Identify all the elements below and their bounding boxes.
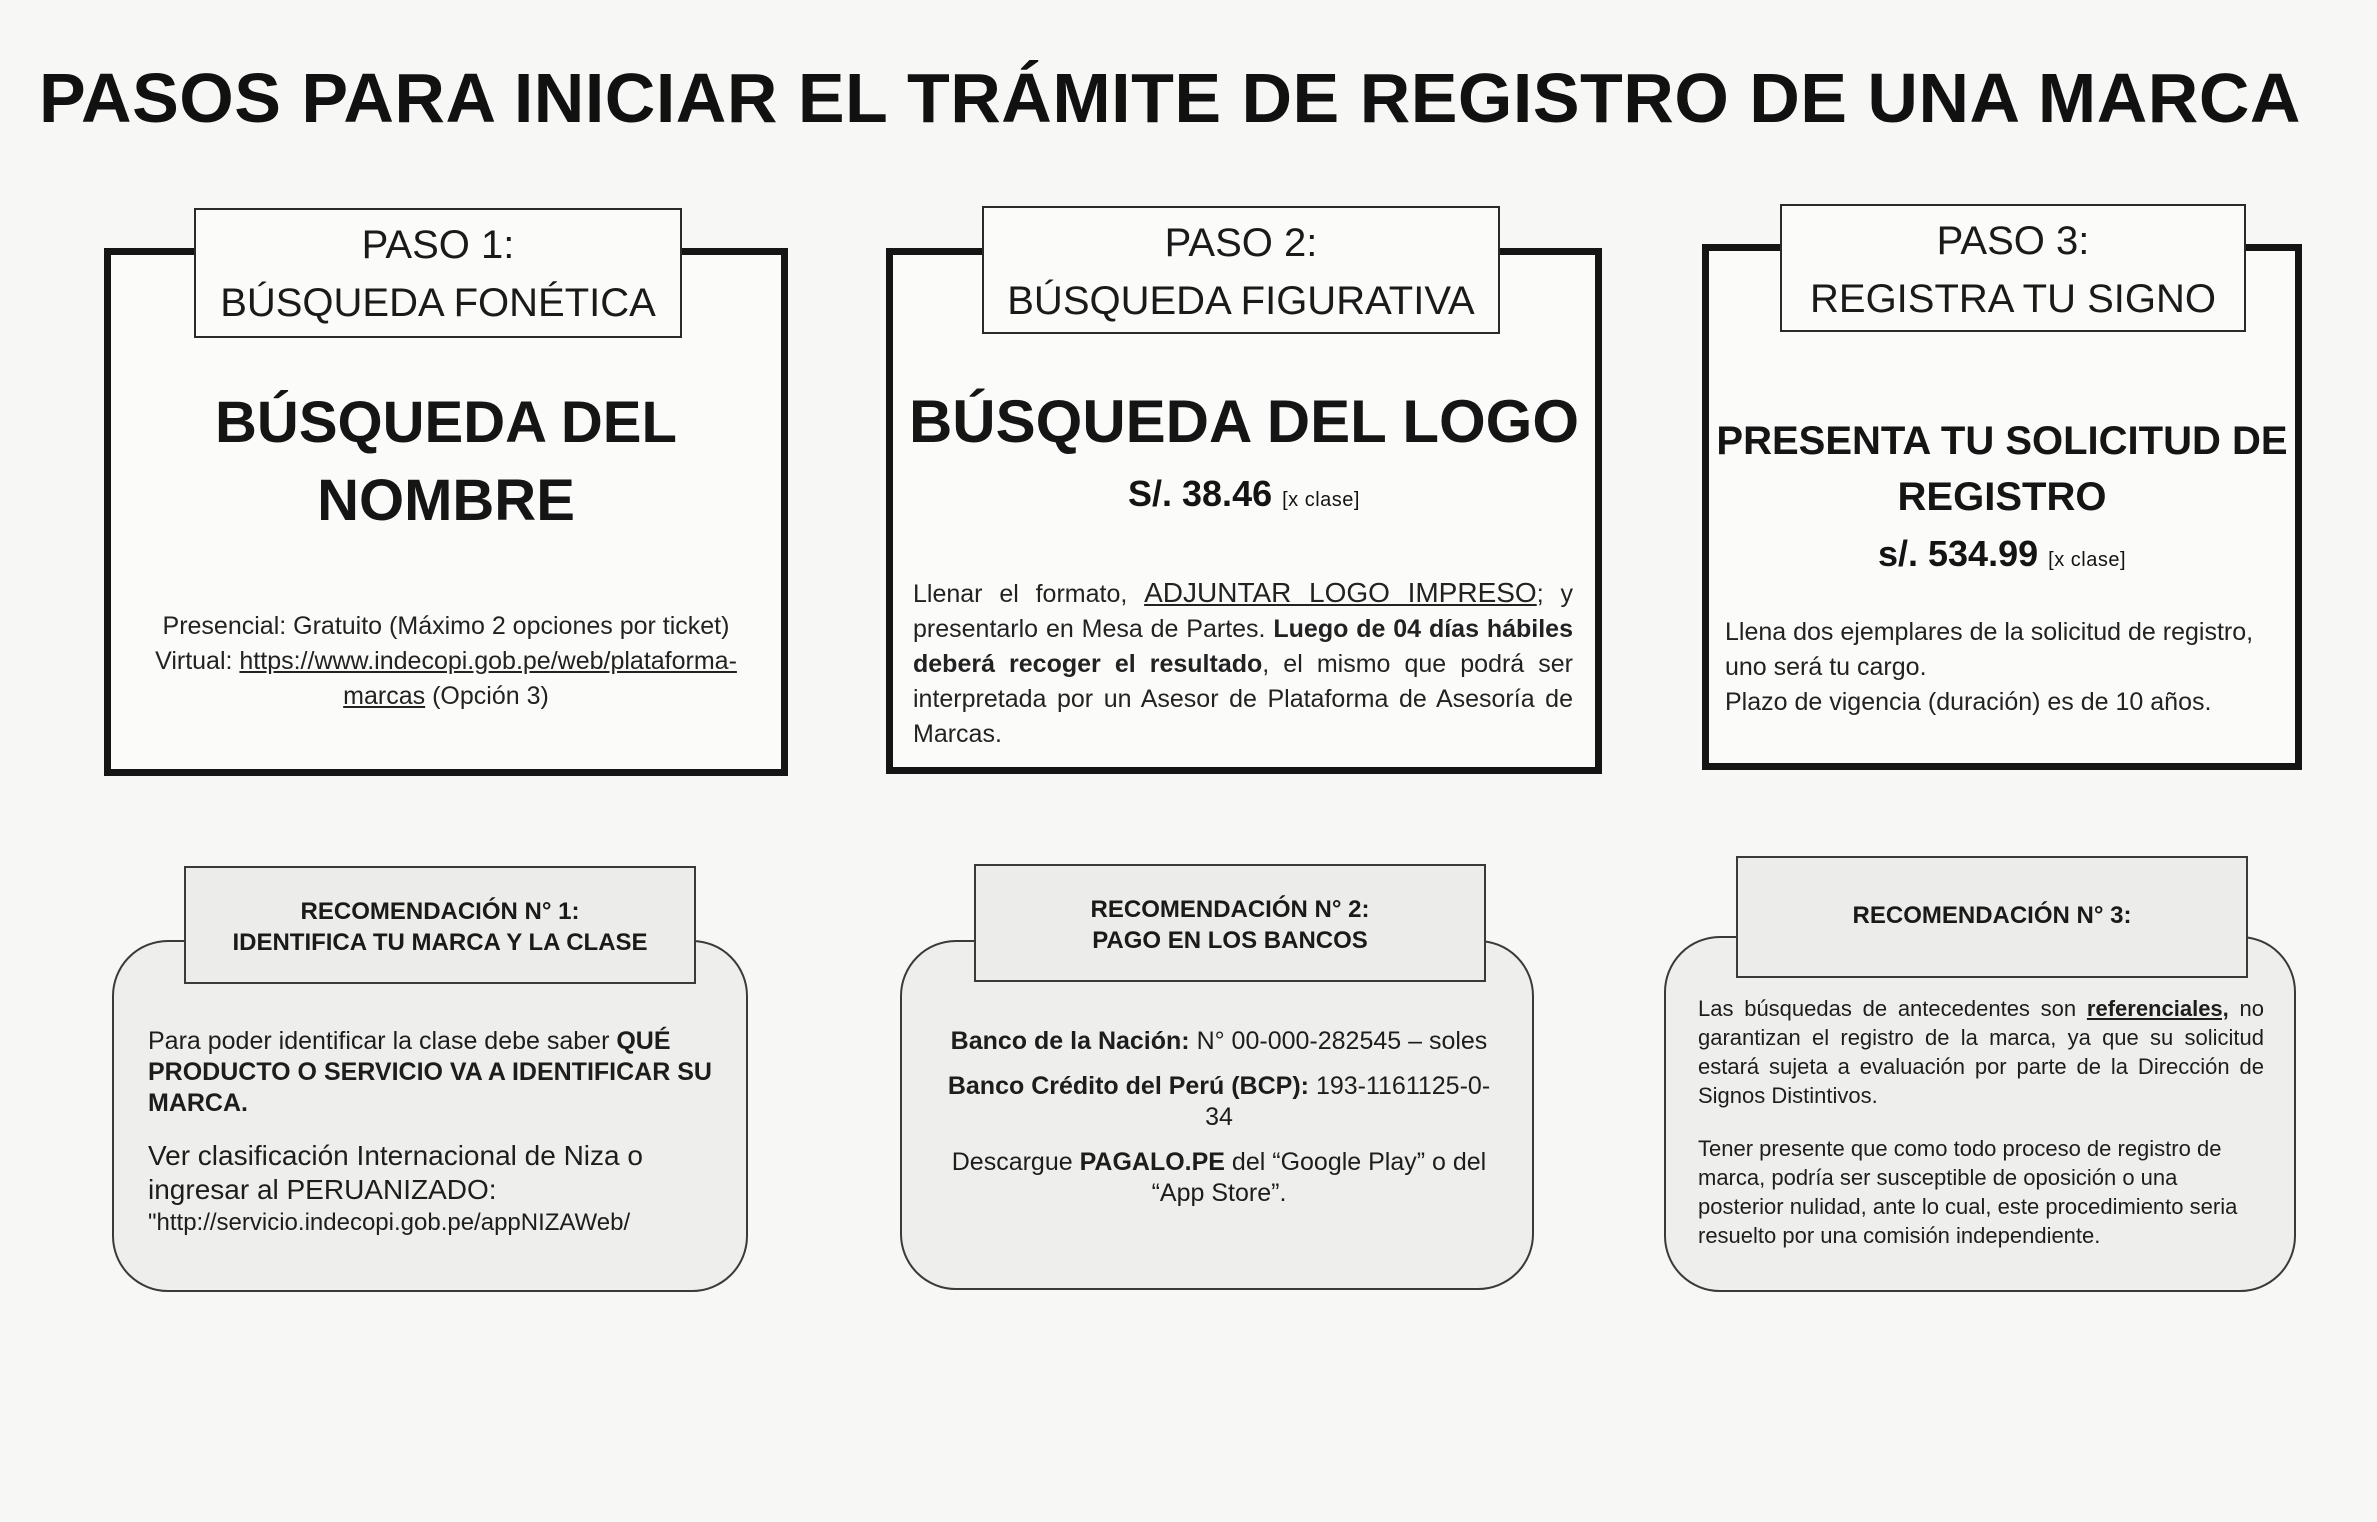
recommendation-3-tab	[1736, 856, 2248, 978]
step-3-price-value: s/. 534.99	[1877, 533, 2039, 574]
rec-3-p1-part1: Las búsquedas de antecedentes son	[1698, 996, 2087, 1021]
step-2-price-unit: [x clase]	[1282, 489, 1360, 511]
rec-2-title-line1: RECOMENDACIÓN N° 2:	[1090, 896, 1370, 923]
bank-nacion-label: Banco de la Nación:	[950, 1027, 1197, 1055]
step-3-text	[1725, 615, 2291, 720]
step-2-subtitle: BÚSQUEDA FIGURATIVA	[1007, 279, 1475, 323]
rec-3-p1-part2: no garantizan el registro de la marca, ya que su solicitud estará sujeta a evaluación por parte de la Dirección de Signos Distintivos.	[1698, 996, 2264, 1108]
step-2-price	[893, 473, 1595, 515]
step-2-text-part2: ; y presentarlo en Mesa de Partes.	[913, 580, 1573, 643]
step-3-subtitle: REGISTRA TU SIGNO	[1810, 277, 2216, 321]
step-2-label: PASO 2:	[1164, 221, 1318, 265]
recommendation-3-text	[1698, 994, 2264, 1250]
recommendation-1-tab	[184, 866, 696, 984]
step-1-heading-line2: NOMBRE	[317, 468, 575, 533]
pagalo-app-name: PAGALO.PE	[1079, 1148, 1225, 1176]
step-2-text-bold: Luego de 04 días hábiles deberá recoger el resultado	[913, 615, 1573, 678]
page-title: PASOS PARA INICIAR EL TRÁMITE DE REGISTRO DE UNA MARCA	[39, 59, 2301, 137]
recommendation-1-text	[148, 1026, 718, 1238]
step-1-subtitle: BÚSQUEDA FONÉTICA	[220, 281, 656, 325]
rec-3-p1-bold: referenciales,	[2086, 996, 2229, 1021]
step-1-tab	[194, 208, 682, 338]
step-3-tab	[1780, 204, 2246, 332]
step-3-label: PASO 3:	[1936, 219, 2090, 263]
presencial-value: Gratuito	[293, 612, 383, 640]
pagalo-text-2: del “Google Play” o del “App Store”.	[1151, 1148, 1487, 1207]
rec-3-title: RECOMENDACIÓN N° 3:	[1852, 902, 2132, 929]
rec-1-p3: "http://servicio.indecopi.gob.pe/appNIZAWeb/	[148, 1209, 631, 1236]
step-1-heading-line1: BÚSQUEDA DEL	[215, 390, 677, 455]
presencial-note: (Máximo 2 opciones por ticket)	[382, 612, 730, 640]
step-3-text-line2: Plazo de vigencia (duración) es de 10 años.	[1725, 688, 2212, 716]
step-3-text-line1: Llena dos ejemplares de la solicitud de registro, uno será tu cargo.	[1725, 618, 2254, 681]
recommendation-2-text	[936, 1026, 1502, 1209]
virtual-note: (Opción 3)	[425, 682, 549, 710]
bank-bcp-account: 193-1161125-0-34	[1205, 1072, 1491, 1131]
pagalo-text-1: Descargue	[951, 1148, 1080, 1176]
rec-1-title-line2: IDENTIFICA TU MARCA Y LA CLASE	[232, 929, 648, 956]
step-2-heading: BÚSQUEDA DEL LOGO	[908, 388, 1580, 455]
recommendation-2-box	[900, 940, 1534, 1290]
step-2-price-value: S/. 38.46	[1128, 473, 1273, 514]
recommendation-3-box	[1664, 936, 2296, 1292]
step-3-price-unit: [x clase]	[2048, 549, 2126, 571]
step-2-text-part1: Llenar el formato,	[913, 580, 1145, 608]
adjuntar-logo-text: ADJUNTAR LOGO IMPRESO	[1144, 577, 1537, 608]
rec-1-title-line1: RECOMENDACIÓN N° 1:	[300, 898, 580, 925]
step-1-label: PASO 1:	[361, 223, 515, 267]
rec-1-p2: Ver clasificación Internacional de Niza o ingresar al PERUANIZADO:	[148, 1140, 643, 1205]
step-2-text	[913, 575, 1573, 752]
indecopi-link-part1[interactable]: https://www.indecopi.gob.pe/web/plataforma-	[239, 647, 737, 675]
bank-nacion-account: N° 00-000-282545 – soles	[1196, 1027, 1488, 1055]
rec-2-title-line2: PAGO EN LOS BANCOS	[1092, 927, 1368, 954]
presencial-label: Presencial:	[162, 612, 294, 640]
step-2-tab	[982, 206, 1500, 334]
step-3-price	[1709, 533, 2295, 575]
rec-1-p1: Para poder identificar la clase debe saber	[148, 1027, 617, 1055]
rec-3-p2: Tener presente que como todo proceso de registro de marca, podría ser susceptible de oposición o una posterior nulidad, ante lo cual, este procedimiento seria resuelto por una comisión independiente.	[1698, 1136, 2238, 1248]
step-1-text	[131, 609, 761, 714]
recommendation-1-box	[112, 940, 748, 1292]
virtual-label: Virtual:	[155, 647, 240, 675]
step-3-heading-line1: PRESENTA TU SOLICITUD DE	[1716, 419, 2288, 463]
step-3-heading-line2: REGISTRO	[1897, 475, 2107, 519]
indecopi-link-part2[interactable]: marcas	[343, 682, 426, 710]
rec-1-p1-bold: QUÉ PRODUCTO O SERVICIO VA A IDENTIFICAR SU MARCA.	[148, 1027, 712, 1117]
recommendation-2-tab	[974, 864, 1486, 982]
bank-bcp-label: Banco Crédito del Perú (BCP):	[947, 1072, 1316, 1100]
step-2-text-part3: , el mismo que podrá ser interpretada por un Asesor de Plataforma de Asesoría de Marcas.	[913, 650, 1574, 748]
